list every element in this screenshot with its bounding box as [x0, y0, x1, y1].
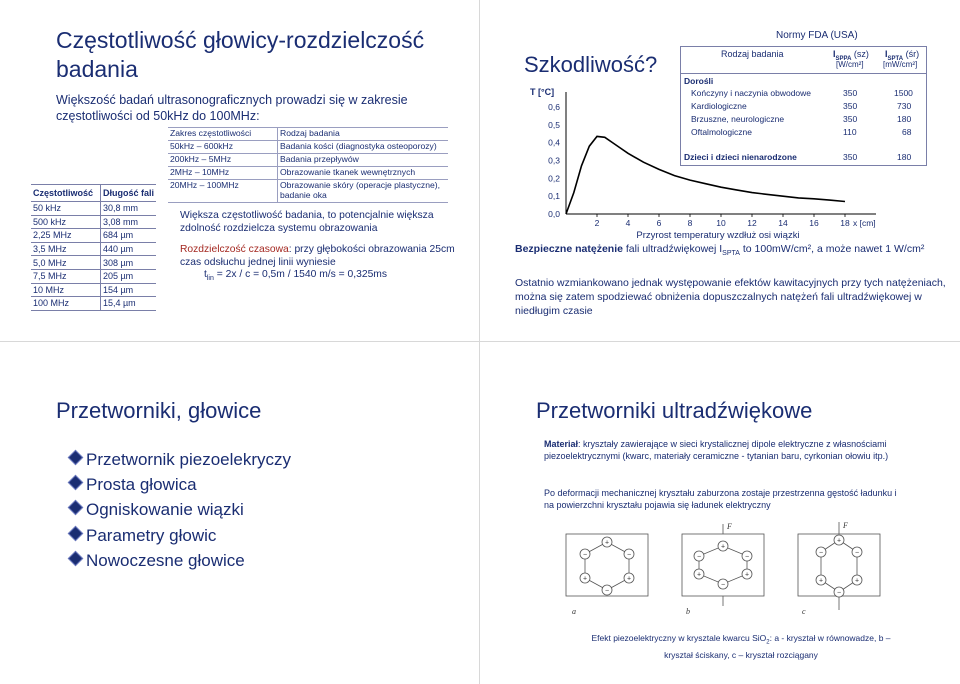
x-tick-label: 16: [809, 218, 819, 228]
header-wavelength: Długość fali: [100, 185, 156, 202]
svg-text:+: +: [626, 575, 632, 583]
freq-cell: 10 MHz: [31, 283, 100, 297]
table-row: [31, 269, 156, 283]
freq-cell: 7,5 MHz: [31, 269, 100, 283]
y-tick-label: 0,0: [548, 209, 560, 219]
material-body: : kryształy zawierające w sieci krystalicznej dipole elektryczne z własnościami piezoelektrycznymi (kwarc, materiały ceramiczne - tytanian baru, cyrkonian ołowiu itp.): [544, 439, 889, 461]
exam-cell: Kardiologiczne: [691, 101, 747, 111]
sppa-cell: 350: [843, 101, 858, 111]
table-row: [168, 180, 448, 203]
intensity-subscript: SPTA: [722, 250, 740, 258]
temperature-chart: [480, 80, 900, 242]
fda-header: [681, 47, 926, 74]
freq-cell: 5,0 MHz: [31, 256, 100, 270]
resolution-notes: [180, 210, 460, 286]
table-header-row: [168, 128, 448, 141]
x-tick-label: 2: [594, 218, 600, 228]
quartz-crystal-diagram: [558, 520, 898, 618]
svg-text:+: +: [744, 571, 750, 579]
table-header-row: [31, 185, 156, 202]
bullet-label: Przetwornik piezoelekryczy: [86, 450, 292, 469]
y-tick-label: 0,2: [548, 173, 560, 184]
table-row: [168, 167, 448, 180]
exam-cell: Badania przepływów: [278, 154, 449, 167]
material-text: [544, 438, 904, 462]
x-axis-unit: x [cm]: [853, 218, 876, 228]
safe-intensity-label: Bezpieczne natężenie: [515, 243, 623, 255]
exam-cell: Badania kości (diagnostyka osteoporozy): [278, 141, 449, 154]
y-tick-label: 0,4: [548, 137, 560, 148]
slide-title: Przetworniki ultradźwiękowe: [536, 398, 813, 423]
svg-text:+: +: [836, 537, 842, 545]
hexagon-a: [582, 539, 632, 590]
exam-cell: Oftalmologiczne: [691, 127, 752, 137]
freq-cell: 500 kHz: [31, 215, 100, 229]
bullet-item[interactable]: [70, 475, 197, 495]
svg-text:+: +: [854, 577, 860, 585]
range-cell: 2MHz – 10MHz: [168, 167, 278, 180]
sppa-cell: 350: [843, 114, 858, 124]
intro-text: Większość badań ultrasonograficznych prowadzi się w zakresie częstotliwości od 50kHz do 100MHz:: [56, 93, 408, 123]
caption-text-a: Efekt piezoelektryczny w krysztale kwarcu SiO: [591, 633, 767, 643]
wavelength-cell: 3,08 mm: [100, 215, 156, 229]
exam-cell: Brzuszne, neurologiczne: [691, 114, 785, 124]
formula-t: t: [204, 269, 207, 280]
svg-text:+: +: [720, 543, 726, 551]
formula-subscript: lin: [206, 275, 214, 283]
bullet-diamond-icon: [68, 551, 84, 567]
svg-text:−: −: [582, 551, 588, 559]
time-resolution-label: Rozdzielczość czasowa: [180, 244, 289, 255]
wavelength-cell: 205 µm: [100, 269, 156, 283]
svg-text:−: −: [604, 587, 610, 595]
force-label: F: [727, 522, 732, 531]
freq-cell: 3,5 MHz: [31, 242, 100, 256]
frequency-wavelength-table: [31, 184, 156, 311]
slide-title: Przetworniki, głowice: [56, 398, 262, 423]
table-row: [31, 242, 156, 256]
x-tick-label: 18: [840, 218, 850, 228]
adults-label: Dorośli: [684, 76, 714, 86]
svg-text:−: −: [744, 553, 750, 561]
spta-cell: 68: [902, 127, 912, 137]
bullet-label: Parametry głowic: [86, 526, 217, 545]
header-exam-type: Rodzaj badania: [278, 128, 449, 141]
freq-cell: 50 kHz: [31, 202, 100, 216]
spta-cell: 1500: [894, 88, 913, 98]
figure-caption: [576, 632, 906, 661]
wavelength-cell: 30,8 mm: [100, 202, 156, 216]
exam-cell: Obrazowanie skóry (operacje plastyczne), badanie oka: [278, 180, 449, 203]
y-tick-label: 0,5: [548, 119, 560, 130]
header-range: Zakres częstotliwości: [168, 128, 278, 141]
x-tick-label: 4: [625, 218, 631, 228]
safe-intensity-text: [515, 242, 955, 261]
deformation-text: Po deformacji mechanicznej kryształu zaburzona zostaje przestrzenna gęstość ładunku i na powierzchni kryształu pojawia się ładunek elektryczny: [544, 488, 897, 510]
svg-text:+: +: [604, 539, 610, 547]
bullet-item[interactable]: [70, 526, 216, 546]
wavelength-cell: 308 µm: [100, 256, 156, 270]
caption-subscript: 2: [766, 639, 770, 646]
range-cell: 200kHz – 5MHz: [168, 154, 278, 167]
wavelength-cell: 440 µm: [100, 242, 156, 256]
exam-cell: Obrazowanie tkanek wewnętrznych: [278, 167, 449, 180]
header-exam-type: Rodzaj badania: [721, 49, 784, 59]
frequency-range-table: [168, 127, 448, 203]
header-frequency: Częstotliwość: [31, 185, 100, 202]
slide-ultrasonic-transducers: [480, 342, 960, 684]
spta-cell: 180: [897, 114, 912, 124]
freq-cell: 2,25 MHz: [31, 229, 100, 243]
x-tick-label: 12: [747, 218, 757, 228]
range-cell: 20MHz – 100MHz: [168, 180, 278, 203]
header-spta-sub: SPTA: [887, 55, 904, 62]
slide-harmfulness: [480, 0, 960, 342]
exam-cell: Dzieci i dzieci nienarodzone: [684, 152, 797, 162]
table-row: [31, 229, 156, 243]
header-spta-unit: [mW/cm²]: [883, 60, 918, 69]
range-cell: 50kHz – 600kHz: [168, 141, 278, 154]
svg-text:−: −: [818, 549, 824, 557]
x-tick-label: 8: [687, 218, 693, 228]
wavelength-cell: 684 µm: [100, 229, 156, 243]
x-axis-label: Przyrost temperatury wzdłuż osi wiązki: [636, 230, 800, 241]
header-spta-suffix: (śr): [903, 49, 920, 59]
bullet-label: Nowoczesne głowice: [86, 551, 245, 570]
caption-text-b: : a - kryształ w równowadze, b – kryształ ściskany, c – kryształ rozciągany: [664, 633, 891, 660]
header-sppa-suffix: (sz): [851, 49, 869, 59]
svg-text:−: −: [626, 551, 632, 559]
table-row: [31, 256, 156, 270]
exam-cell: Kończyny i naczynia obwodowe: [691, 88, 812, 98]
x-tick-label: 10: [716, 218, 726, 228]
panel-label-c: c: [802, 607, 806, 616]
panel-label-a: a: [572, 607, 576, 616]
intensity-symbol: I: [719, 243, 723, 255]
header-sppa-sub: SPPA: [835, 55, 852, 62]
material-label: Materiał: [544, 439, 579, 449]
table-row: [31, 202, 156, 216]
svg-text:−: −: [854, 549, 860, 557]
y-tick-label: 0,1: [548, 191, 560, 202]
hexagon-c: [818, 537, 860, 592]
bullet-item[interactable]: [70, 551, 245, 571]
wavelength-cell: 15,4 µm: [100, 297, 156, 311]
fda-caption: Normy FDA (USA): [776, 30, 858, 41]
y-tick-label: 0,6: [548, 101, 560, 112]
bullet-diamond-icon: [68, 475, 84, 491]
table-row: [168, 141, 448, 154]
y-axis-label: T [°C]: [530, 87, 555, 97]
bullet-label: Ogniskowanie wiązki: [86, 500, 244, 519]
table-row: [31, 283, 156, 297]
safe-intensity-text-b: to 100mW/cm², a może nawet 1 W/cm²: [739, 243, 925, 255]
formula-rest: = 2x / c = 0,5m / 1540 m/s = 0,325ms: [213, 269, 388, 280]
frequency-note: Większa częstotliwość badania, to potencjalnie większa zdolność rozdzielcza systemu obrazowania: [180, 210, 434, 234]
bullet-label: Prosta głowica: [86, 475, 197, 494]
svg-text:+: +: [818, 577, 824, 585]
hexagon-b: [696, 543, 750, 584]
slide-frequency-resolution: [0, 0, 480, 342]
spta-cell: 180: [897, 152, 912, 162]
bullet-diamond-icon: [68, 450, 84, 466]
table-row: [168, 154, 448, 167]
bullet-item[interactable]: [70, 500, 244, 520]
slide-title: Częstotliwość głowicy-rozdzielczość badania: [56, 27, 425, 82]
time-resolution-note: [180, 244, 460, 269]
header-spta-i: I: [885, 49, 888, 59]
sppa-cell: 350: [843, 88, 858, 98]
spta-cell: 730: [897, 101, 912, 111]
panel-label-b: b: [686, 607, 690, 616]
header-sppa-i: I: [833, 49, 836, 59]
x-tick-label: 6: [656, 218, 662, 228]
bullet-diamond-icon: [68, 526, 84, 542]
table-row: [31, 297, 156, 311]
time-resolution-text: : przy głębokości obrazowania 25cm czas odsłuchu jednej linii wyniesie: [180, 244, 455, 268]
safe-intensity-text-a: fali ultradźwiękowej: [622, 243, 720, 255]
svg-text:−: −: [696, 553, 702, 561]
svg-text:−: −: [836, 589, 842, 597]
freq-cell: 100 MHz: [31, 297, 100, 311]
svg-text:−: −: [720, 581, 726, 589]
cavitation-note: Ostatnio wzmiankowano jednak występowanie efektów kawitacyjnych przy tych natężeniach, można się zatem spodziewać obniżenia dopuszczalnych natężeń fali ultradźwiękowej w niedługim czasie: [515, 277, 946, 317]
table-row: [31, 215, 156, 229]
svg-text:+: +: [582, 575, 588, 583]
bullet-diamond-icon: [68, 500, 84, 516]
svg-text:+: +: [696, 571, 702, 579]
wavelength-cell: 154 µm: [100, 283, 156, 297]
sppa-cell: 110: [843, 127, 857, 137]
bullet-item[interactable]: [70, 450, 291, 470]
header-sppa-unit: [W/cm²]: [836, 60, 864, 69]
y-tick-label: 0,3: [548, 155, 560, 166]
slide-transducers-heads: [0, 342, 480, 684]
formula: [180, 269, 460, 286]
force-label: F: [843, 521, 848, 530]
sppa-cell: 350: [843, 152, 858, 162]
x-tick-label: 14: [778, 218, 788, 228]
temperature-curve: [566, 136, 845, 214]
slide-title: Szkodliwość?: [524, 52, 658, 77]
